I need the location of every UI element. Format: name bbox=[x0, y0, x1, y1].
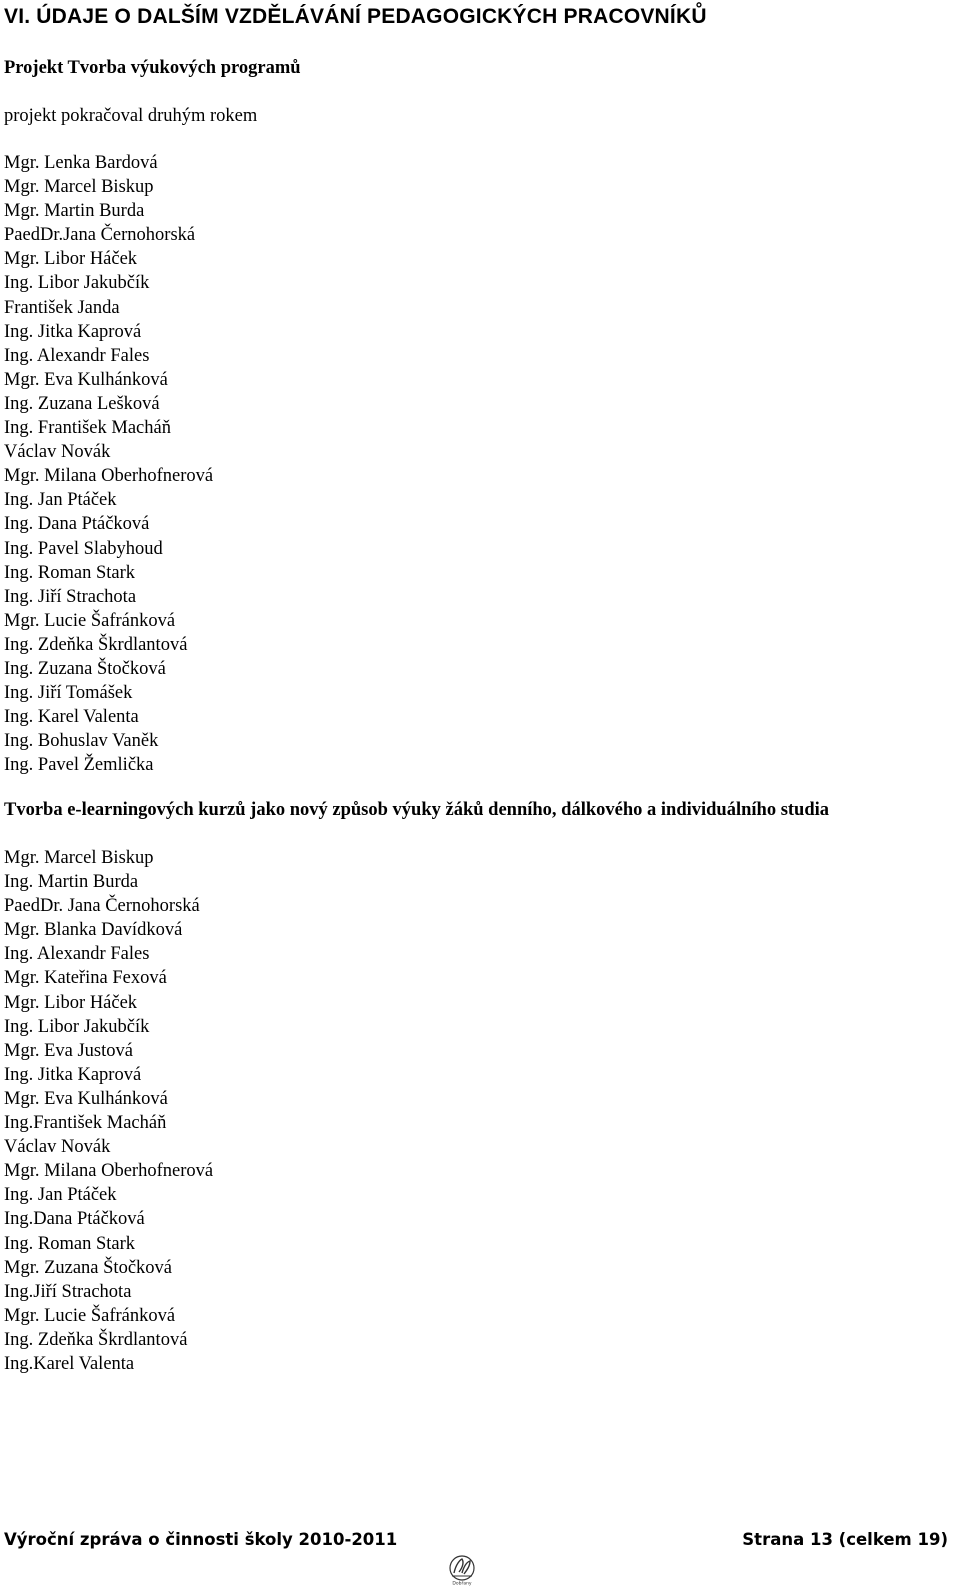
participant-name: Václav Novák bbox=[4, 442, 111, 463]
school-logo-icon bbox=[442, 1554, 482, 1586]
participant-name: Václav Novák bbox=[4, 1137, 111, 1158]
participant-name: Ing.Jiří Strachota bbox=[4, 1281, 132, 1302]
participant-name: František Janda bbox=[4, 297, 120, 318]
participant-name: Mgr. Milana Oberhofnerová bbox=[4, 1161, 214, 1182]
page-footer bbox=[4, 1528, 948, 1552]
participant-name: PaedDr.Jana Černohorská bbox=[4, 225, 196, 246]
footer-page-number: Strana 13 (celkem 19) bbox=[742, 1530, 948, 1549]
participant-name: Mgr. Libor Háček bbox=[4, 992, 138, 1013]
participant-name: Ing. Martin Burda bbox=[4, 872, 139, 893]
logo-caption: Dobřany bbox=[452, 1581, 472, 1586]
section-title: Projekt Tvorba výukových programů bbox=[4, 58, 301, 78]
participant-name: Ing. Libor Jakubčík bbox=[4, 1016, 150, 1037]
participant-name: Ing. Zdeňka Škrdlantová bbox=[4, 1329, 188, 1350]
participant-name: Mgr. Libor Háček bbox=[4, 249, 138, 270]
participant-name: Ing. Zdeňka Škrdlantová bbox=[4, 634, 188, 655]
participant-name: Ing.František Macháň bbox=[4, 1113, 167, 1134]
participant-name: Ing.Karel Valenta bbox=[4, 1353, 135, 1374]
participant-name: Mgr. Eva Kulhánková bbox=[4, 369, 168, 390]
participant-name: Mgr. Lucie Šafránková bbox=[4, 1305, 176, 1326]
participant-name: Ing. Roman Stark bbox=[4, 1233, 136, 1254]
section-tvorba-vyukovych-programu bbox=[4, 56, 954, 777]
participant-name: Mgr. Milana Oberhofnerová bbox=[4, 466, 214, 487]
participant-name: Mgr. Marcel Biskup bbox=[4, 848, 154, 868]
participant-name: Mgr. Kateřina Fexová bbox=[4, 968, 167, 989]
participant-name: Ing. Jan Ptáček bbox=[4, 1185, 117, 1206]
participant-name: Ing. Jiří Strachota bbox=[4, 586, 137, 607]
participant-list bbox=[4, 151, 954, 777]
participant-name: Ing. Jan Ptáček bbox=[4, 490, 117, 511]
participant-name: Ing. Alexandr Fales bbox=[4, 345, 150, 366]
participant-name: Ing. Bohuslav Vaněk bbox=[4, 731, 159, 752]
section-note: projekt pokračoval druhým rokem bbox=[4, 106, 258, 126]
participant-name: Ing. Pavel Slabyhoud bbox=[4, 538, 163, 559]
participant-name: Ing. Pavel Žemlička bbox=[4, 755, 154, 776]
participant-name: PaedDr. Jana Černohorská bbox=[4, 896, 200, 917]
participant-name: Ing.Dana Ptáčková bbox=[4, 1209, 145, 1230]
participant-name: Ing. Alexandr Fales bbox=[4, 944, 150, 965]
participant-name: Mgr. Lenka Bardová bbox=[4, 153, 158, 173]
footer-report-title: Výroční zpráva o činnosti školy 2010-2011 bbox=[4, 1530, 398, 1549]
section-title: Tvorba e-learningových kurzů jako nový způsob výuky žáků denního, dálkového a individuálního studia bbox=[4, 800, 830, 820]
participant-name: Ing. Zuzana Štočková bbox=[4, 658, 166, 679]
section-e-learning-kurzy bbox=[4, 798, 954, 1376]
participant-name: Ing. Roman Stark bbox=[4, 562, 136, 583]
participant-name: Mgr. Martin Burda bbox=[4, 201, 145, 222]
participant-name: Mgr. Blanka Davídková bbox=[4, 920, 183, 941]
participant-name: Ing. Jitka Kaprová bbox=[4, 1064, 142, 1085]
participant-name: Ing. Karel Valenta bbox=[4, 707, 139, 728]
participant-name: Mgr. Eva Justová bbox=[4, 1040, 133, 1061]
participant-name: Mgr. Marcel Biskup bbox=[4, 177, 154, 198]
participant-name: Ing. Jitka Kaprová bbox=[4, 321, 142, 342]
participant-name: Ing. Zuzana Lešková bbox=[4, 393, 160, 414]
page-title: VI. ÚDAJE O DALŠÍM VZDĚLÁVÁNÍ PEDAGOGICKÝCH PRACOVNÍKŮ bbox=[4, 5, 707, 28]
participant-name: Mgr. Zuzana Štočková bbox=[4, 1257, 172, 1278]
participant-name: Ing. František Macháň bbox=[4, 418, 171, 439]
participant-name: Mgr. Lucie Šafránková bbox=[4, 610, 176, 631]
participant-name: Mgr. Eva Kulhánková bbox=[4, 1088, 168, 1109]
participant-name: Ing. Jiří Tomášek bbox=[4, 683, 133, 704]
participant-list bbox=[4, 846, 954, 1376]
participant-name: Ing. Libor Jakubčík bbox=[4, 273, 150, 294]
participant-name: Ing. Dana Ptáčková bbox=[4, 514, 150, 535]
